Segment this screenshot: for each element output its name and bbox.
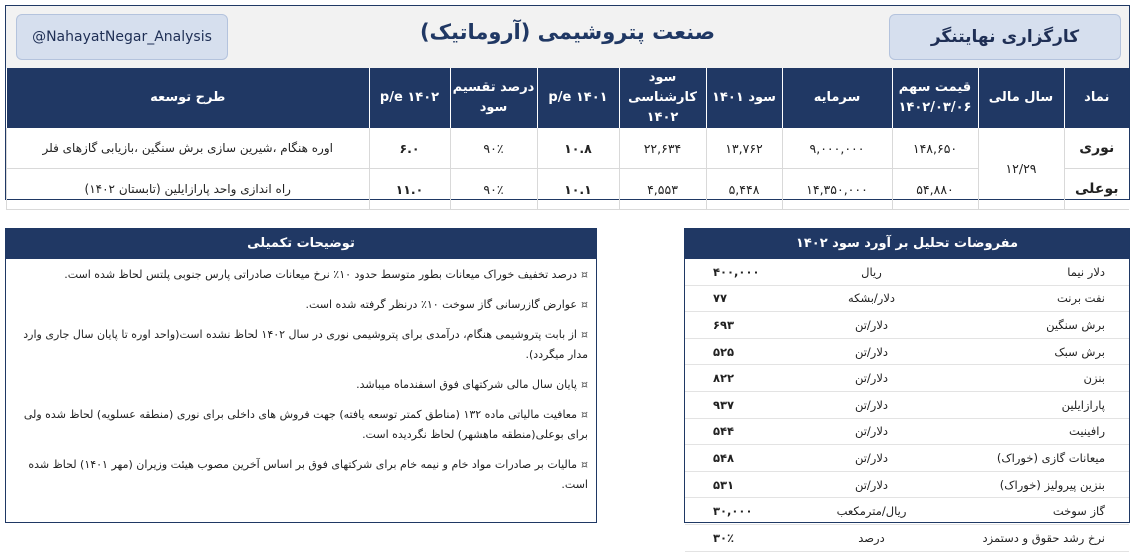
pe-1402-cell: ۶.۰ [369, 128, 450, 169]
table-row [685, 471, 1129, 498]
assumption-unit: درصد [818, 524, 925, 551]
stocks-table [6, 68, 1129, 210]
col-header: قیمت سهم ۱۴۰۲/۰۳/۰۶ [892, 68, 978, 128]
note-text: معافیت مالیاتی ماده ۱۳۲ (مناطق کمتر توسعه یافته) جهت فروش های داخلی برای نوری (منطقه عسلویه) لحاظ شده ولی برای بوعلی(منطقه ماهشهر) لحاظ نگردیده است. [23, 408, 588, 441]
profit-1401-cell: ۱۳,۷۶۲ [706, 128, 782, 169]
assumption-value: ۵۴۸ [685, 445, 818, 472]
note-text: از بابت پتروشیمی هنگام، درآمدی برای پتروشیمی نوری در سال ۱۴۰۲ لحاظ نشده است(واحد اوره تا پایان سال جاری وارد مدار میگردد). [23, 328, 588, 361]
profit-1402-cell: ۲۲,۶۳۴ [619, 128, 706, 169]
assumption-unit: ریال [818, 259, 925, 285]
table-header-row [7, 68, 1130, 128]
table-row [685, 312, 1129, 339]
plan-cell: راه اندازی واحد پارازایلین (تابستان ۱۴۰۲) [7, 169, 370, 210]
bullet-icon: ¤ [581, 298, 588, 311]
assumption-name: نرخ رشد حقوق و دستمزد [925, 524, 1129, 551]
assumption-unit: ریال/مترمکعب [818, 498, 925, 525]
table-row [685, 498, 1129, 525]
price-cell: ۵۴,۸۸۰ [892, 169, 978, 210]
col-header: نماد [1064, 68, 1129, 128]
notes-panel [5, 228, 597, 523]
list-item [14, 295, 588, 315]
table-row [685, 418, 1129, 445]
assumption-name: برش سنگین [925, 312, 1129, 339]
col-header: سود کارشناسی ۱۴۰۲ [619, 68, 706, 128]
note-text: عوارض گازرسانی گاز سوخت ۱۰٪ درنظر گرفته شده است. [305, 298, 577, 311]
list-item [14, 455, 588, 495]
profit-1401-cell: ۵,۴۴۸ [706, 169, 782, 210]
assumptions-title: مفروضات تحلیل بر آورد سود ۱۴۰۲ [685, 229, 1129, 259]
dividend-cell: ۹۰٪ [450, 169, 537, 210]
table-row [685, 524, 1129, 551]
table-row [685, 259, 1129, 285]
table-row [685, 285, 1129, 312]
col-header: p/e ۱۴۰۲ [369, 68, 450, 128]
col-header: سود ۱۴۰۱ [706, 68, 782, 128]
table-row [7, 128, 1130, 169]
col-header: طرح توسعه [7, 68, 370, 128]
assumption-value: ۴۰۰,۰۰۰ [685, 259, 818, 285]
assumption-value: ۳۰٪ [685, 524, 818, 551]
assumption-unit: دلار/تن [818, 471, 925, 498]
list-item [14, 375, 588, 395]
assumptions-table [685, 259, 1129, 552]
list-item [14, 405, 588, 445]
assumption-unit: دلار/تن [818, 445, 925, 472]
symbol-cell: نوری [1064, 128, 1129, 169]
capital-cell: ۱۴,۳۵۰,۰۰۰ [782, 169, 892, 210]
plan-cell: اوره هنگام ،شیرین سازی برش سنگین ،بازیابی گازهای فلر [7, 128, 370, 169]
header-bar [6, 6, 1129, 68]
summary-panel [5, 5, 1130, 200]
table-row [685, 445, 1129, 472]
bullet-icon: ¤ [581, 268, 588, 281]
table-row [7, 169, 1130, 210]
note-text: پایان سال مالی شرکتهای فوق اسفندماه میباشد. [356, 378, 577, 391]
bullet-icon: ¤ [581, 458, 588, 471]
assumption-unit: دلار/تن [818, 418, 925, 445]
assumption-value: ۹۳۷ [685, 391, 818, 418]
assumption-name: گاز سوخت [925, 498, 1129, 525]
assumption-name: میعانات گازی (خوراک) [925, 445, 1129, 472]
assumption-unit: دلار/تن [818, 391, 925, 418]
page-title: صنعت پتروشیمی (آروماتیک) [419, 20, 716, 44]
table-row [685, 391, 1129, 418]
pe-1401-cell: ۱۰.۸ [537, 128, 619, 169]
dividend-cell: ۹۰٪ [450, 128, 537, 169]
assumption-value: ۷۷ [685, 285, 818, 312]
assumption-name: برش سبک [925, 338, 1129, 365]
list-item [14, 265, 588, 285]
assumptions-panel [684, 228, 1130, 545]
note-text: مالیات بر صادرات مواد خام و نیمه خام برای شرکتهای فوق بر اساس آخرین مصوب هیئت وزیران (مهر ۱۴۰۱) لحاظ شده است. [28, 458, 588, 491]
table-row [685, 365, 1129, 392]
col-header: سال مالی [978, 68, 1064, 128]
col-header: p/e ۱۴۰۱ [537, 68, 619, 128]
assumption-value: ۳۰,۰۰۰ [685, 498, 818, 525]
assumption-unit: دلار/تن [818, 365, 925, 392]
bullet-icon: ¤ [581, 378, 588, 391]
assumption-value: ۵۳۱ [685, 471, 818, 498]
assumption-name: بنزین پیرولیز (خوراک) [925, 471, 1129, 498]
assumption-name: نفت برنت [925, 285, 1129, 312]
list-item [14, 325, 588, 365]
assumption-value: ۵۴۴ [685, 418, 818, 445]
pe-1401-cell: ۱۰.۱ [537, 169, 619, 210]
bullet-icon: ¤ [581, 408, 588, 421]
assumption-name: دلار نیما [925, 259, 1129, 285]
symbol-cell: بوعلی [1064, 169, 1129, 210]
assumption-value: ۸۲۲ [685, 365, 818, 392]
notes-list [6, 259, 596, 495]
assumption-unit: دلار/تن [818, 338, 925, 365]
assumption-unit: دلار/تن [818, 312, 925, 339]
notes-title: توضیحات تکمیلی [6, 229, 596, 259]
assumption-name: بنزن [925, 365, 1129, 392]
price-cell: ۱۴۸,۶۵۰ [892, 128, 978, 169]
note-text: درصد تخفیف خوراک میعانات بطور متوسط حدود ۱۰٪ نرخ میعانات صادراتی پارس جنوبی پلتس لحاظ شده است. [64, 268, 577, 281]
table-row [685, 338, 1129, 365]
pe-1402-cell: ۱۱.۰ [369, 169, 450, 210]
capital-cell: ۹,۰۰۰,۰۰۰ [782, 128, 892, 169]
assumption-name: رافینیت [925, 418, 1129, 445]
agency-badge: کارگزاری نهایتنگر [889, 14, 1121, 60]
fiscal-year-cell: ۱۲/۲۹ [978, 128, 1064, 210]
handle-badge: @NahayatNegar_Analysis [16, 14, 228, 60]
profit-1402-cell: ۴,۵۵۳ [619, 169, 706, 210]
assumption-name: پارازایلین [925, 391, 1129, 418]
col-header: درصد تقسیم سود [450, 68, 537, 128]
assumption-unit: دلار/بشکه [818, 285, 925, 312]
bullet-icon: ¤ [581, 328, 588, 341]
assumption-value: ۶۹۳ [685, 312, 818, 339]
assumption-value: ۵۲۵ [685, 338, 818, 365]
col-header: سرمایه [782, 68, 892, 128]
